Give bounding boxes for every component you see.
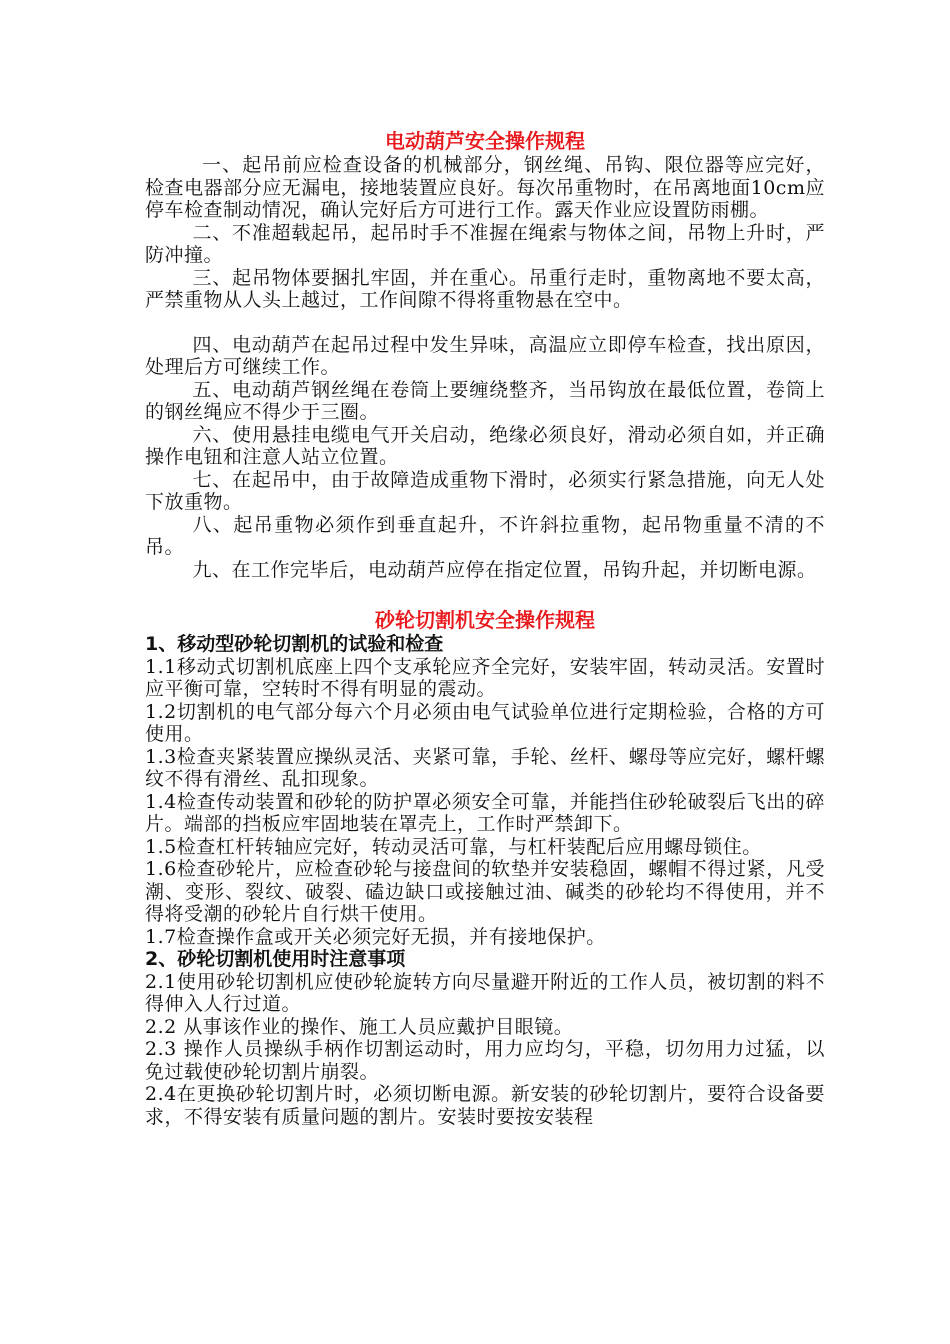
doc1-paragraph-9: 九、在工作完毕后，电动葫芦应停在指定位置，吊钩升起，并切断电源。 [192, 558, 817, 581]
blank-line [145, 312, 825, 334]
doc1-paragraph-6: 六、使用悬挂电缆电气开关启动，绝缘必须良好，滑动必须自如，并正确操作电钮和注意人站立位置。 [145, 423, 825, 468]
section2-item-1: 2.1使用砂轮切割机应使砂轮旋转方向尽量避开附近的工作人员，被切割的料不得伸入人行过道。 [145, 970, 825, 1015]
doc1-paragraph-5: 五、电动葫芦钢丝绳在卷筒上要缠绕整齐，当吊钩放在最低位置，卷筒上的钢丝绳应不得少于三圈。 [145, 378, 825, 423]
doc1-title: 电动葫芦安全操作规程 [385, 129, 585, 153]
document-page [145, 128, 825, 1128]
section2-item-3: 2.3 操作人员操纵手柄作切割运动时，用力应均匀，平稳，切勿用力过猛，以免过载使砂轮切割片崩裂。 [145, 1038, 825, 1083]
section1-item-6: 1.6检查砂轮片，应检查砂轮与接盘间的软垫并安装稳固，螺帽不得过紧，凡受潮、变形、裂纹、破裂、磕边缺口或接触过油、碱类的砂轮均不得使用，并不得将受潮的砂轮片自行烘干使用。 [145, 858, 825, 925]
section2-heading: 2、砂轮切割机使用时注意事项 [145, 948, 406, 970]
section2-item-2: 2.2 从事该作业的操作、施工人员应戴护目眼镜。 [145, 1015, 574, 1038]
doc1-paragraph-8: 八、起吊重物必须作到垂直起升，不许斜拉重物，起吊物重量不清的不吊。 [145, 513, 825, 558]
section1-item-7: 1.7检查操作盒或开关必须完好无损，并有接地保护。 [145, 925, 606, 948]
section1-item-5: 1.5检查杠杆转轴应完好，转动灵活可靠，与杠杆装配后应用螺母锁住。 [145, 835, 762, 858]
section1-heading: 1、移动型砂轮切割机的试验和检查 [145, 633, 444, 655]
doc1-paragraph-4: 四、电动葫芦在起吊过程中发生异味，高温应立即停车检查，找出原因，处理后方可继续工作。 [145, 333, 825, 378]
doc1-paragraph-3: 三、起吊物体要捆扎牢固，并在重心。吊重行走时，重物离地不要太高，严禁重物从人头上越过，工作间隙不得将重物悬在空中。 [145, 266, 825, 311]
doc2-title: 砂轮切割机安全操作规程 [375, 608, 595, 632]
doc1-paragraph-7: 七、在起吊中，由于故障造成重物下滑时，必须实行紧急措施，向无人处下放重物。 [145, 468, 825, 513]
section1-item-3: 1.3检查夹紧装置应操纵灵活、夹紧可靠，手轮、丝杆、螺母等应完好，螺杆螺纹不得有滑丝、乱扣现象。 [145, 745, 825, 790]
doc1-paragraph-2: 二、不准超载起吊，起吊时手不准握在绳索与物体之间，吊物上升时，严防冲撞。 [145, 221, 825, 266]
section1-item-1: 1.1移动式切割机底座上四个支承轮应齐全完好，安装牢固，转动灵活。安置时应平衡可靠，空转时不得有明显的震动。 [145, 655, 825, 700]
section1-item-2: 1.2切割机的电气部分每六个月必须由电气试验单位进行定期检验，合格的方可使用。 [145, 700, 825, 745]
section1-item-4: 1.4检查传动装置和砂轮的防护罩必须安全可靠，并能挡住砂轮破裂后飞出的碎片。端部的挡板应牢固地装在罩壳上，工作时严禁卸下。 [145, 790, 825, 835]
doc1-paragraph-1: 一、起吊前应检查设备的机械部分，钢丝绳、吊钩、限位器等应完好，检查电器部分应无漏电，接地装置应良好。每次吊重物时，在吊离地面10cm应停车检查制动情况，确认完好后方可进行工作。露天作业应设置防雨棚。 [145, 154, 825, 221]
section2-item-4: 2.4在更换砂轮切割片时，必须切断电源。新安装的砂轮切割片，要符合设备要求，不得安装有质量问题的割片。安装时要按安装程 [145, 1083, 825, 1128]
